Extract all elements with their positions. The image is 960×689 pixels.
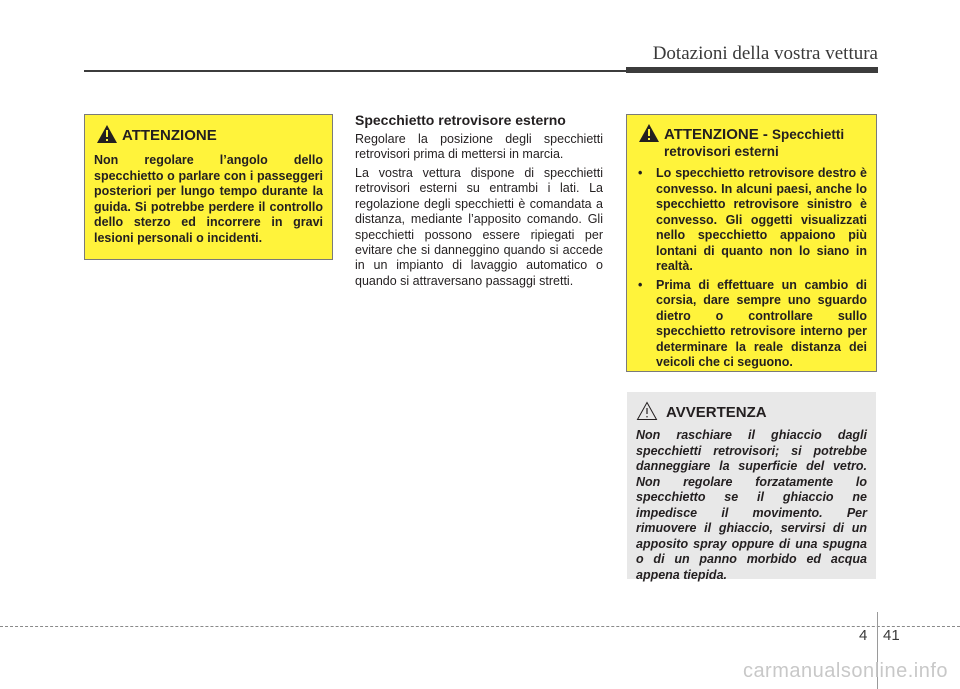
warning-bullets xyxy=(636,166,867,371)
warning-title: ATTENZIONE - xyxy=(664,126,773,143)
caution-title: AVVERTENZA xyxy=(666,404,767,421)
warning-triangle-icon xyxy=(638,124,660,148)
footer-divider xyxy=(0,626,960,627)
paragraph-2: La vostra vettura dispone di specchietti retrovisori esterni su entrambi i lati. La regolazione degli specchietti è comandata a distanza, mediante l’apposito comando. Gli specchietti possono essere ripiegati per evitare che si danneggino quando si accede in un impianto di lavaggio automatico o quando si attraversano passaggi stretti. xyxy=(355,166,603,288)
caution-triangle-icon xyxy=(636,401,658,426)
warning-title: ATTENZIONE xyxy=(122,127,217,144)
list-item: • Prima di effettuare un cambio di corsia, dare sempre uno sguardo dietro o controllare sullo specchietto retrovisore interno per determinare la reale distanza dei veicoli che ci seguono. xyxy=(638,277,867,369)
warning-triangle-icon xyxy=(96,125,118,149)
page-number: 41 xyxy=(883,627,900,644)
list-item: • Lo specchietto retrovisore destro è convesso. In alcuni paesi, anche lo specchietto retrovisore sinistro è convesso. Gli oggetti visualizzati nello specchietto appaiono più lontani di quanto non lo siano in realtà. xyxy=(638,166,867,273)
warning-box-left xyxy=(84,114,333,260)
page-header-title: Dotazioni della vostra vettura xyxy=(652,43,878,64)
caution-box xyxy=(627,392,876,582)
warning-box-right xyxy=(626,114,877,372)
caution-text: Non raschiare il ghiaccio dagli specchietti retrovisori; si potrebbe danneggiare la superficie del vetro. Non regolare forzatamente lo specchietto se il ghiaccio ne impedisce il movimento. Per rimuovere il ghiaccio, servirsi di un apposito spray oppure di una spugna o di un panno morbido ed acqua appena tiepida. xyxy=(636,428,867,582)
warning-text: Non regolare l’angolo dello specchietto o parlare con i passeggeri posteriori per lungo tempo durante la guida. Si potrebbe perdere il controllo dello sterzo ed incorrere in gravi lesioni personali o incidenti. xyxy=(94,153,323,245)
paragraph-1: Regolare la posizione degli specchietti retrovisori prima di mettersi in marcia. xyxy=(355,132,603,162)
watermark: carmanualsonline.info xyxy=(742,660,948,682)
warning-title-sub: Specchietti xyxy=(772,127,845,142)
header-rule-accent xyxy=(626,67,878,73)
warning-title-line2: retrovisori esterni xyxy=(664,144,779,159)
chapter-number: 4 xyxy=(859,627,868,644)
section-title: Specchietto retrovisore esterno xyxy=(355,112,566,128)
